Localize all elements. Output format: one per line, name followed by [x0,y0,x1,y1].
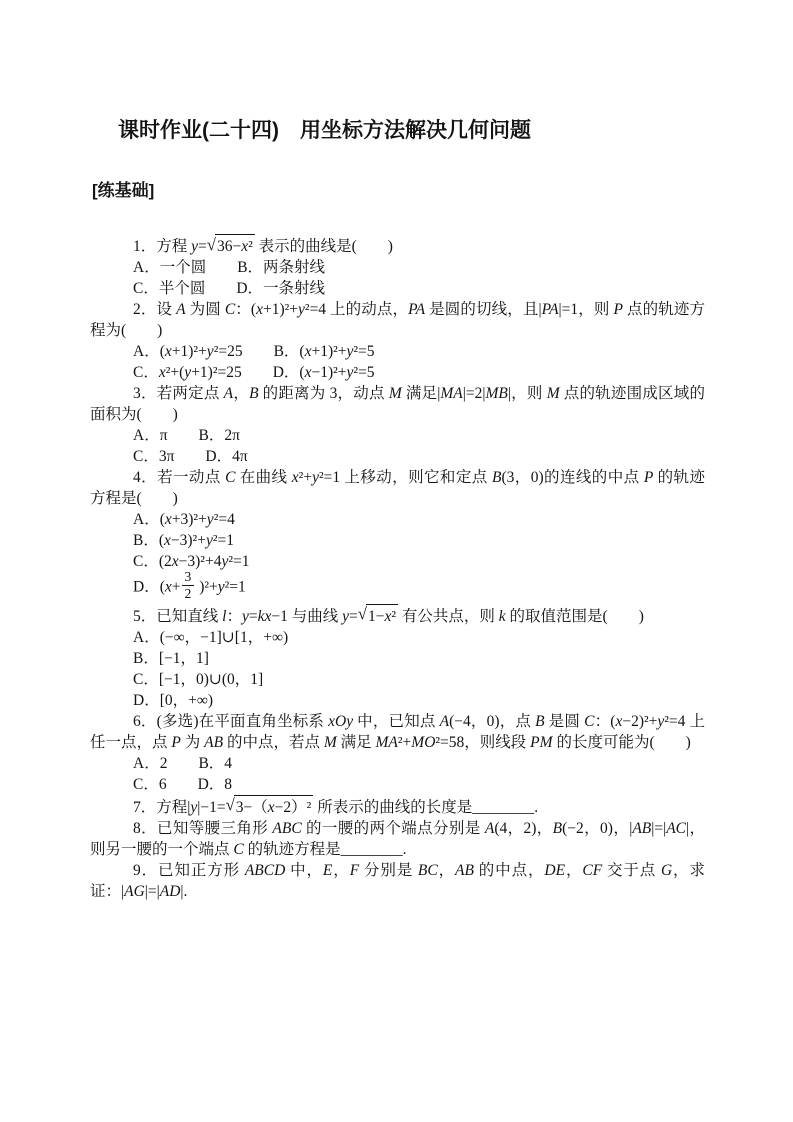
question-4-option-a: A．(x+3)²+y²=4 [133,511,235,528]
question-2-options-line-2: C．x²+(y+1)²=25 D．(x−1)²+y²=5 [133,364,375,381]
question-1-stem [90,234,705,257]
question-9-stem: 9．已知正方形 ABCD 中，E，F 分别是 BC，AB 的中点，DE，CF 交于点 G，求证：|AG|=|AD|. [90,861,705,900]
question-4-option-d [90,569,705,604]
question-5-option-b: B．[−1，1] [133,649,209,667]
question-8-stem: 8．已知等腰三角形 ABC 的一腰的两个端点分别是 A(4，2)，B(−2，0)，|AB|=|AC|，则另一腰的一个端点 C 的轨迹方程是________. [90,819,705,858]
question-7-stem [90,795,705,818]
fraction-numerator: 3 [182,570,195,586]
stem-text: 所表示的曲线的长度是________. [313,798,539,816]
radicand: 36−x² [215,234,255,257]
stem-text: 5．已知直线 l：y=kx−1 与曲线 y= [133,607,358,625]
question-4-option-b: B．(x−3)²+y²=1 [133,532,234,549]
question-6-options-line-2: C．6 D．8 [133,775,233,793]
question-3-options-line-1: A．π B．2π [133,427,240,444]
radical-sign: √ [357,604,367,624]
question-6-stem: 6．(多选)在平面直角坐标系 xOy 中，已知点 A(−4，0)，点 B 是圆 C：(x−2)²+y²=4 上任一点，点 P 为 AB 的中点，若点 M 满足 MA²+MO²=58，则线段 PM 的长度可能为( ) [90,712,705,751]
question-5 [90,604,705,711]
question-2-options-line-1: A．(x+1)²+y²=25 B．(x+1)²+y²=5 [133,343,375,360]
question-5-stem [90,604,705,627]
question-2-stem: 2．设 A 为圆 C：(x+1)²+y²=4 上的动点，PA 是圆的切线，且|PA|=1，则 P 点的轨迹方程为( ) [90,301,705,339]
question-3-options-line-2: C．3π D．4π [133,448,248,465]
question-1 [90,234,705,299]
radicand: 3−（x−2）² [234,795,314,818]
stem-text: 表示的曲线是( ) [254,238,393,255]
question-9 [90,860,705,902]
question-5-option-d: D．[0，+∞) [133,691,214,709]
radicand: 1−x² [366,604,398,627]
question-4-stem: 4．若一动点 C 在曲线 x²+y²=1 上移动，则它和定点 B(3，0)的连线的中点 P 的轨迹方程是( ) [90,469,705,507]
sqrt-expression [225,795,314,816]
question-8 [90,818,705,860]
question-3-stem: 3．若两定点 A，B 的距离为 3，动点 M 满足|MA|=2|MB|，则 M 点的轨迹围成区域的面积为( ) [90,385,705,423]
question-2 [90,299,705,383]
question-1-options-line-1: A．一个圆 B．两条射线 [133,259,326,276]
page-title: 课时作业(二十四) 用坐标方法解决几何问题 [118,119,531,142]
option-text: )²+y²=1 [195,578,246,596]
sqrt-expression [206,234,255,255]
stem-text: 有公共点，则 k 的取值范围是( ) [398,607,644,625]
radical-sign: √ [206,234,216,254]
worksheet-content [90,118,705,902]
question-3 [90,383,705,467]
question-1-options-line-2: C．半个圆 D．一条射线 [133,280,326,297]
question-4-option-c: C．(2x−3)²+4y²=1 [133,553,250,570]
section-header: [练基础] [92,181,155,200]
question-4 [90,467,705,604]
question-7 [90,795,705,818]
stem-text: 7．方程|y|−1= [133,798,226,816]
question-6-options-line-1: A．2 B．4 [133,754,233,772]
option-text: D．(x+ [133,578,181,596]
sqrt-expression [357,604,398,625]
fraction [182,570,195,602]
stem-text: 1．方程 y= [133,238,207,255]
radical-sign: √ [225,795,235,815]
question-5-option-a: A．(−∞，−1]∪[1，+∞) [133,628,289,646]
question-6 [90,711,705,795]
fraction-denominator: 2 [184,586,192,602]
question-5-option-c: C．[−1，0)∪(0，1] [133,670,264,688]
